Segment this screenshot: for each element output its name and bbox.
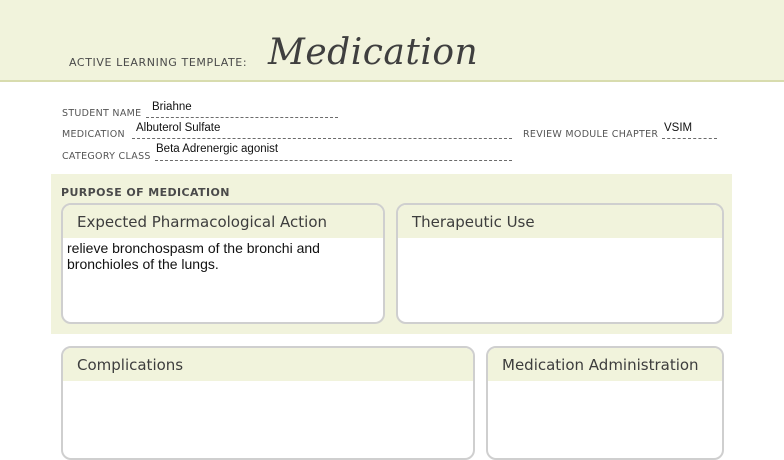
medication-admin-card <box>486 346 724 460</box>
medication-line <box>132 138 512 139</box>
review-module-value[interactable]: VSIM <box>664 122 693 134</box>
complications-text[interactable] <box>63 381 473 383</box>
student-name-value[interactable]: Briahne <box>152 101 192 113</box>
template-title: Medication <box>268 32 479 73</box>
complications-title: Complications <box>63 348 473 381</box>
template-label: ACTIVE LEARNING TEMPLATE: <box>69 56 248 69</box>
student-name-line <box>146 117 338 118</box>
purpose-section-title: PURPOSE OF MEDICATION <box>61 186 230 199</box>
template-header <box>0 0 784 82</box>
medication-admin-title: Medication Administration <box>488 348 722 381</box>
complications-card <box>61 346 475 460</box>
therapeutic-use-title: Therapeutic Use <box>398 205 722 238</box>
category-class-value[interactable]: Beta Adrenergic agonist <box>156 143 279 155</box>
therapeutic-use-card <box>396 203 724 324</box>
student-name-label: STUDENT NAME <box>62 108 142 119</box>
medication-admin-text[interactable] <box>488 381 722 383</box>
category-class-label: CATEGORY CLASS <box>62 151 151 162</box>
expected-action-title: Expected Pharmacological Action <box>63 205 383 238</box>
review-module-label: REVIEW MODULE CHAPTER <box>523 129 659 140</box>
category-class-line <box>155 160 512 161</box>
expected-action-text[interactable]: relieve bronchospasm of the bronchi and bronchioles of the lungs. <box>67 240 320 272</box>
medication-value[interactable]: Albuterol Sulfate <box>136 122 221 134</box>
therapeutic-use-text[interactable] <box>398 238 722 240</box>
expected-action-card <box>61 203 385 324</box>
review-module-line <box>662 138 717 139</box>
medication-label: MEDICATION <box>62 129 125 140</box>
